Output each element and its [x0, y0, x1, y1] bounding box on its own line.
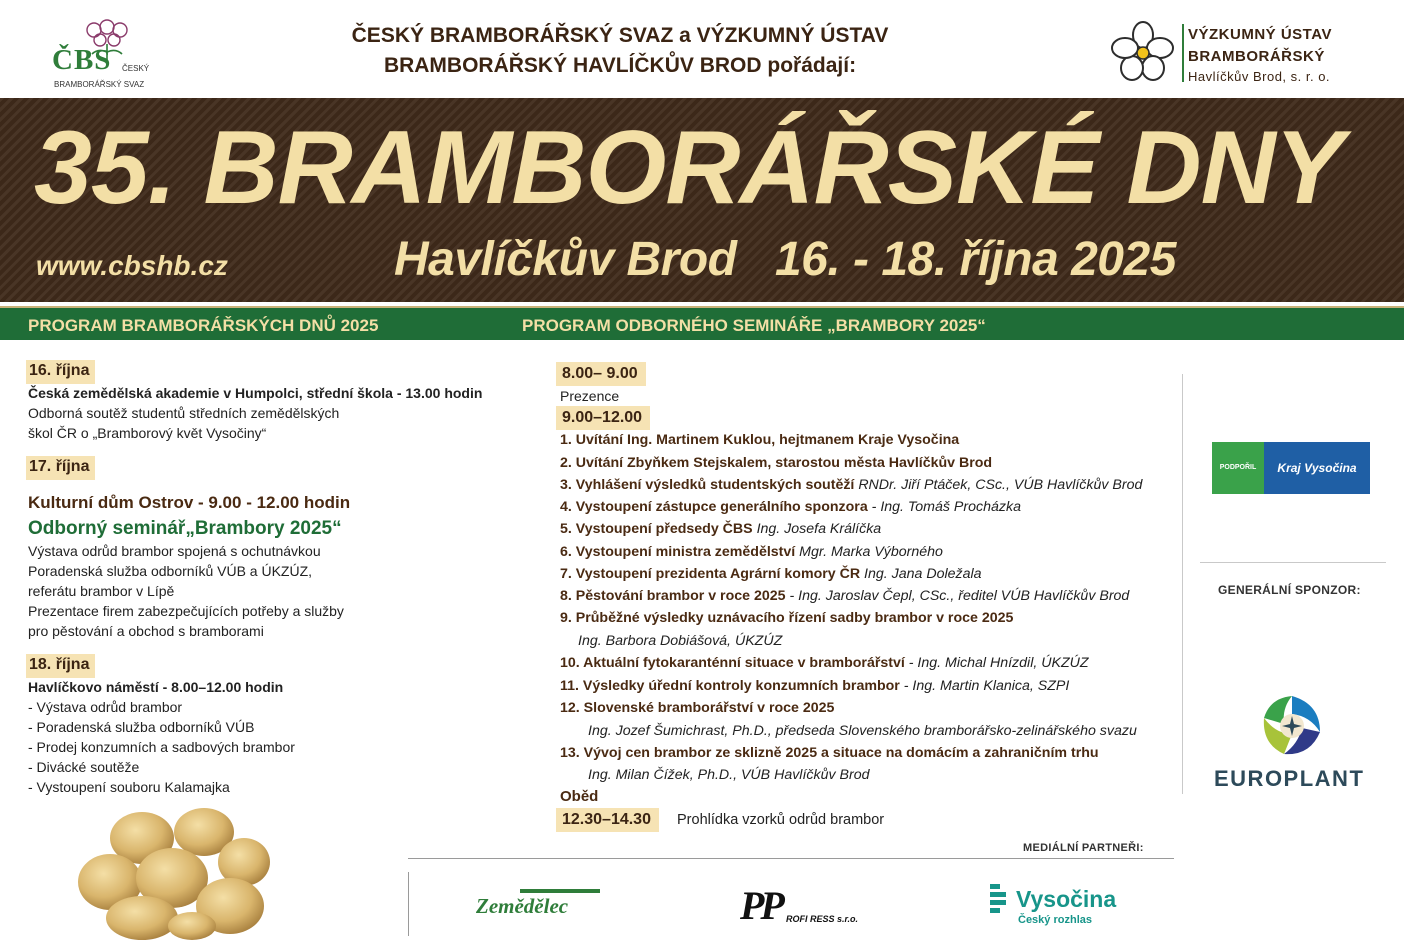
seminar-item-title: 6. Vystoupení ministra zemědělství: [560, 544, 800, 560]
vub-name-line-2: BRAMBORÁŘSKÝ: [1188, 48, 1325, 65]
seminar-item-title: 7. Vystoupení prezidenta Agrární komory ČR: [560, 566, 865, 582]
potatoes-image: [72, 806, 278, 942]
europlant-mark-icon: [1258, 694, 1326, 758]
section-bar: [0, 306, 1404, 340]
seminar-item-title: 1. Uvítání Ing. Martinem Kuklou, hejtmanem Kraje Vysočina: [560, 432, 960, 448]
day1-heading: Česká zemědělská akademie v Humpolci, střední škola - 13.00 hodin: [28, 385, 483, 401]
seminar-item: [560, 564, 982, 584]
day3-line: - Vystoupení souboru Kalamajka: [28, 779, 230, 795]
seminar-item: [560, 519, 881, 539]
time-slot-2: 9.00–12.00: [556, 406, 650, 430]
cbs-abbreviation: ČBS: [52, 44, 112, 76]
cbs-small-text: ČESKÝ: [122, 64, 150, 73]
day-label-16: 16. října: [26, 360, 95, 384]
day2-heading: Kulturní dům Ostrov - 9.00 - 12.00 hodin: [28, 493, 351, 512]
seminar-item: [560, 475, 1142, 495]
day3-line: - Poradenská služba odborníků VÚB: [28, 719, 255, 735]
tour-text: Prohlídka vzorků odrůd brambor: [677, 812, 885, 828]
media-left-divider: [408, 872, 409, 936]
cbs-logo: [48, 18, 168, 88]
seminar-item-speaker: Mgr. Marka Výborného: [799, 544, 943, 560]
seminar-item-speaker: RNDr. Jiří Ptáček, CSc., VÚB Havlíčkův Brod: [858, 477, 1143, 493]
zemedelec-bar: [520, 889, 600, 893]
seminar-item-speaker: - Ing. Tomáš Procházka: [867, 499, 1021, 515]
vub-name-line-1: VÝZKUMNÝ ÚSTAV: [1188, 26, 1332, 43]
potato-flower-icon: [1110, 20, 1176, 84]
europlant-logo: [1212, 694, 1372, 794]
seminar-item-title: 2. Uvítání Zbyňkem Stejskalem, starostou města Havlíčkův Brod: [560, 455, 993, 471]
support-region: Kraj Vysočina: [1264, 442, 1370, 494]
kraj-vysocina-logo: [1212, 442, 1370, 494]
day2-line: Poradenská služba odborníků VÚB a ÚKZÚZ,: [28, 563, 313, 579]
vub-name-line-3: Havlíčkův Brod, s. r. o.: [1188, 69, 1331, 84]
title-banner: [0, 98, 1404, 302]
seminar-item-speaker: Ing. Jozef Šumichrast, Ph.D., předseda Slovenského bramborářsko-zelinářského svazu: [588, 723, 1137, 739]
day2-line: pro pěstování a obchod s bramborami: [28, 623, 264, 639]
seminar-item: [560, 743, 1099, 763]
seminar-item-title: 10. Aktuální fytokaranténní situace v bramborářství: [560, 655, 905, 671]
seminar-item-title: 13. Vývoj cen brambor ze sklizně 2025 a situace na domácím a zahraničním trhu: [560, 745, 1099, 761]
vysocina-wordmark: Vysočina: [1016, 886, 1117, 912]
program-seminar-heading: PROGRAM ODBORNÉHO SEMINÁŘE „BRAMBORY 2025“: [522, 316, 986, 335]
day2-line: Prezentace firem zabezpečujících potřeby a služby: [28, 603, 344, 619]
seminar-item-title: 8. Pěstování brambor v roce 2025: [560, 588, 786, 604]
day3-heading: Havlíčkovo náměstí - 8.00–12.00 hodin: [28, 679, 284, 695]
seminar-item-speaker: - Ing. Martin Klanica, SZPI: [899, 678, 1070, 694]
seminar-item: [560, 608, 1013, 628]
seminar-item: [560, 676, 1069, 696]
day-label-17: 17. října: [26, 456, 95, 480]
website-link[interactable]: www.cbshb.cz: [36, 250, 228, 281]
seminar-item-title: 11. Výsledky úřední kontroly konzumních brambor: [560, 678, 900, 694]
profi-press-logo: [740, 883, 859, 928]
cbs-full-name: BRAMBORÁŘSKÝ SVAZ: [54, 80, 145, 89]
seminar-item-title: 5. Vystoupení předsedy ČBS: [560, 521, 757, 537]
time-slot-1: 8.00– 9.00: [556, 362, 646, 386]
seminar-item: [560, 453, 992, 473]
seminar-item: [560, 542, 943, 562]
day1-line: škol ČR o „Bramborový květ Vysočiny“: [28, 425, 267, 441]
day3-line: - Výstava odrůd brambor: [28, 699, 183, 715]
lunch-label: Oběd: [560, 788, 599, 805]
seminar-item: [560, 698, 834, 718]
day3-line: - Divácké soutěže: [28, 759, 140, 775]
day-label-18: 18. října: [26, 654, 95, 678]
media-divider: [408, 858, 1174, 859]
seminar-item: [560, 653, 1089, 673]
program-days-heading: PROGRAM BRAMBORÁŘSKÝCH DNŮ 2025: [28, 316, 379, 335]
vub-divider: [1182, 24, 1184, 82]
seminar-item-speaker: Ing. Milan Čížek, Ph.D., VÚB Havlíčkův Brod: [588, 767, 870, 783]
media-partners-label: MEDIÁLNÍ PARTNEŘI:: [1023, 842, 1144, 854]
sponsor-divider: [1200, 562, 1386, 563]
seminar-item-title: 12. Slovenské bramborářství v roce 2025: [560, 700, 835, 716]
seminar-item-speaker: - Ing. Jaroslav Čepl, CSc., ředitel VÚB Havlíčkův Brod: [785, 588, 1130, 604]
day2-seminar-title: Odborný seminář„Brambory 2025“: [28, 518, 342, 539]
registration-text: Prezence: [560, 388, 620, 404]
seminar-item-speaker: Ing. Jana Doležala: [864, 566, 982, 582]
day1-line: Odborná soutěž studentů středních zemědělských: [28, 405, 340, 421]
event-title: 35. BRAMBORÁŘSKÉ DNY: [34, 110, 1344, 226]
cesky-rozhlas-text: Český rozhlas: [1018, 914, 1092, 926]
seminar-item-speaker: Ing. Barbora Dobiášová, ÚKZÚZ: [578, 633, 783, 649]
general-sponsor-label: GENERÁLNÍ SPONZOR:: [1218, 583, 1361, 597]
seminar-item: [560, 497, 1021, 517]
organizers-line-1: ČESKÝ BRAMBORÁŘSKÝ SVAZ a VÝZKUMNÝ ÚSTAV: [351, 24, 889, 47]
time-slot-3: 12.30–14.30: [556, 808, 659, 832]
organizers-line-2: BRAMBORÁŘSKÝ HAVLÍČKŮV BROD pořádají:: [383, 54, 857, 77]
zemedelec-logo: Zemědělec: [476, 894, 569, 918]
event-place-date: Havlíčkův Brod 16. - 18. října 2025: [394, 233, 1176, 286]
seminar-item-speaker: Ing. Josefa Králíčka: [756, 521, 882, 537]
day2-line: Výstava odrůd brambor spojená s ochutnávkou: [28, 543, 321, 559]
seminar-item: [560, 430, 959, 450]
profi-press-mark: PP: [740, 883, 781, 928]
radio-waves-icon: [990, 884, 1010, 914]
support-label: PODPOŘIL: [1212, 442, 1264, 494]
seminar-item-title: 4. Vystoupení zástupce generálního sponzora: [560, 499, 868, 515]
seminar-item: [560, 586, 1129, 606]
day3-line: - Prodej konzumních a sadbových brambor: [28, 739, 295, 755]
day2-line: referátu brambor v Lípě: [28, 583, 175, 599]
seminar-item-title: 3. Vyhlášení výsledků studentských soutěží: [560, 477, 859, 493]
vub-logo: [1110, 20, 1390, 86]
seminar-item-speaker: - Ing. Michal Hnízdil, ÚKZÚZ: [904, 655, 1089, 671]
column-divider: [1182, 374, 1183, 794]
profi-press-text: ROFI RESS s.r.o.: [786, 914, 859, 924]
vysocina-radio-logo: [990, 884, 1130, 928]
europlant-wordmark: EUROPLANT: [1214, 766, 1365, 791]
seminar-item-title: 9. Průběžné výsledky uznávacího řízení sadby brambor v roce 2025: [560, 610, 1014, 626]
